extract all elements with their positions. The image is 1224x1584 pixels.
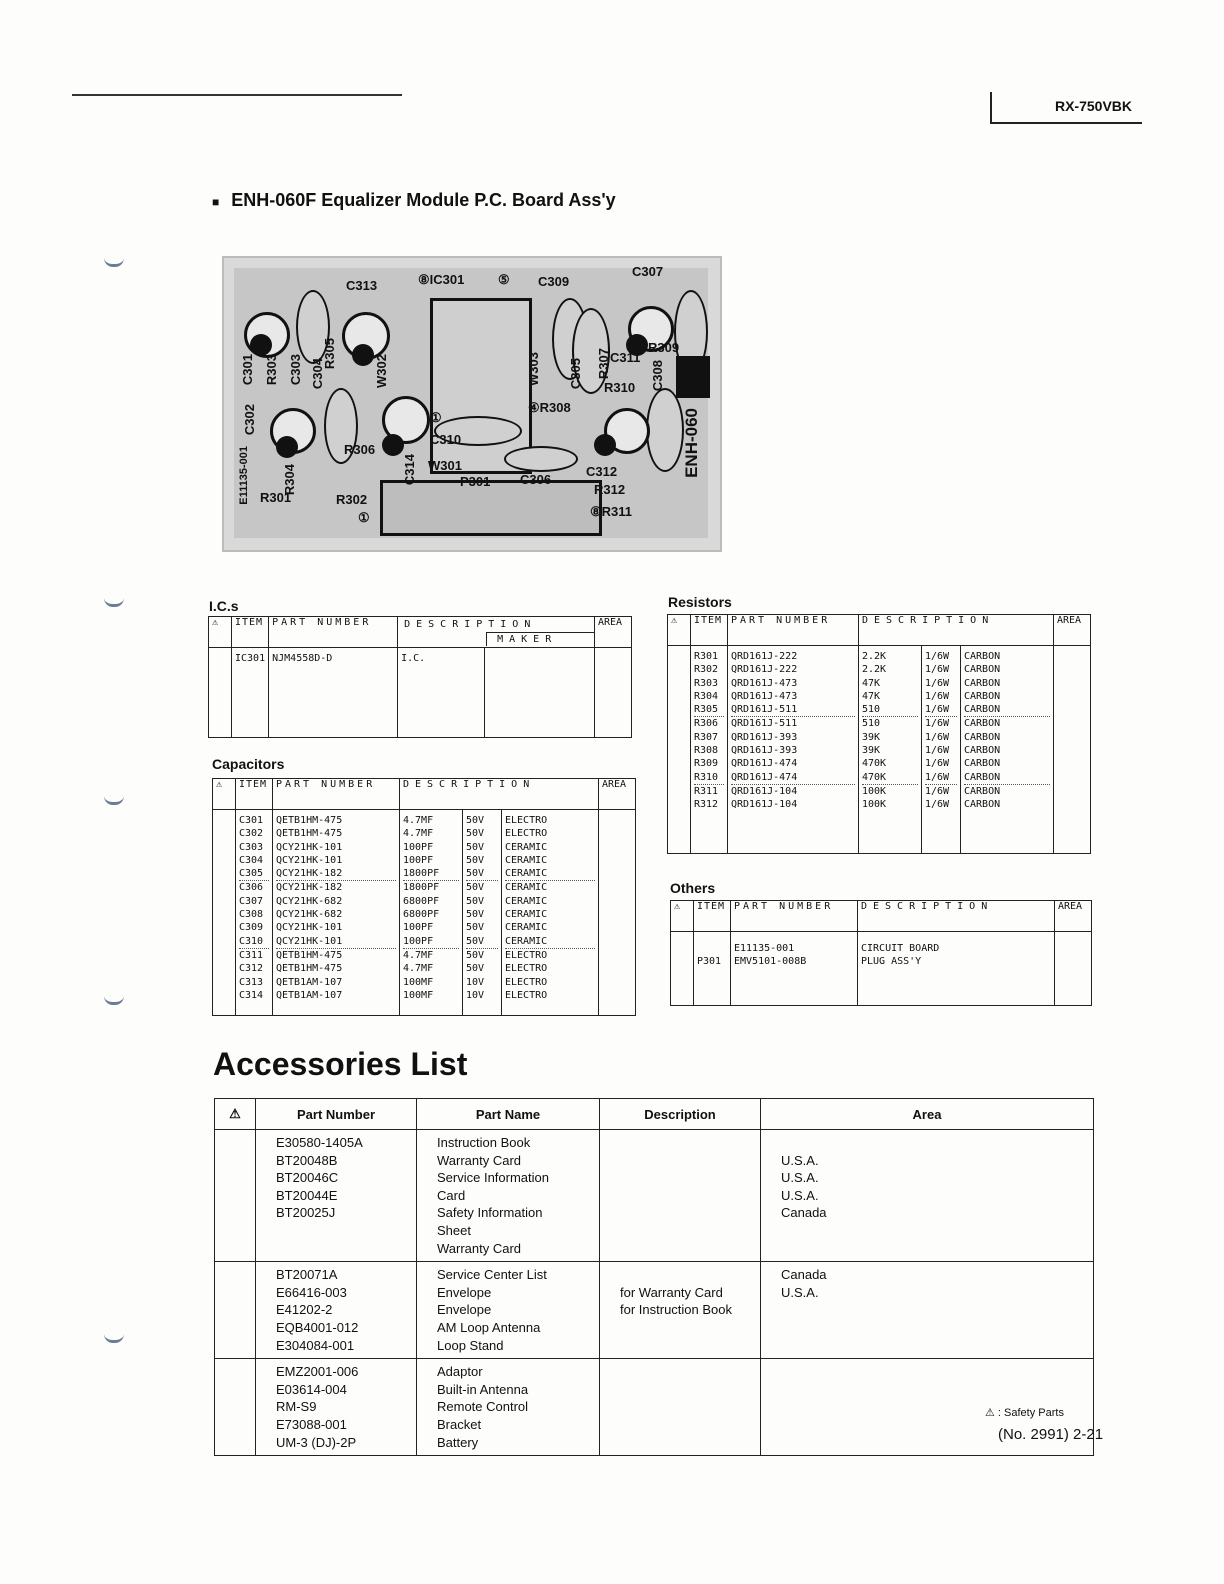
pcb-label: R309 [648,340,680,355]
cell-line: C314 [239,989,264,1001]
cell-line: QRD161J-474 [731,758,798,770]
cell-line: CARBON [964,718,1001,730]
cell-line: CARBON [964,651,1001,662]
cell-line: QRD161J-393 [731,745,798,757]
accessory-desc-cell [620,1266,740,1284]
cell-line: C309 [239,922,264,934]
cell-line: QRD161J-474 [731,771,855,785]
cell-line: 50V [466,935,498,949]
cell-line: ELECTRO [505,949,548,961]
accessory-parts-cell: E30580-1405A [276,1135,363,1150]
pcb-label: C306 [520,472,552,487]
accessory-parts-cell: BT20048B [276,1152,338,1168]
cell-line: 6800PF [403,895,440,907]
cell-line: 1/6W [925,745,950,757]
resistors-table: ⚠ ITEM PART NUMBER DESCRIPTION AREA R301 R302 R303 R304 R305 R306 R307 R308 R309 R310 R311 R312 QRD161J-222 QRD161J-222 QRD161J-473 QRD161J-473 QRD161J-511 QRD161J-511 QRD161J-393 QRD161J-393 QRD161J-474 QRD161J-474 QRD161J-104 QRD161J-104 2.2K 2.2K 47K 47K 510 510 39K 39K 470K 470K 100K 100K 1/6W 1/6W 1/6W 1/6W 1/6W 1/6W 1/6W 1/6W 1/6W 1/6W 1/6W 1/6W CARBON CARBON CARBON CARBON CARBON CARBON CARBON CARBON CARBON CARBON CARBON CARBON [667,614,1091,854]
cell-line: R304 [694,690,719,702]
cell-line: 50V [466,882,485,894]
accessory-desc-cell: for Instruction Book [620,1302,732,1318]
accessory-names-cell: Loop Stand [437,1337,504,1353]
cell-line: 510 [862,703,918,717]
accessory-parts-cell: BT20071A [276,1267,338,1283]
cell-line: QCY21HK-101 [276,854,343,866]
cell-line: CERAMIC [505,909,548,921]
cell-line: C305 [239,867,269,881]
cell-line: 100MF [403,989,434,1001]
cell-line: CARBON [964,677,1001,689]
cell-line: 50V [466,854,485,866]
accessory-area-cell [781,1337,1073,1355]
ics-heading: I.C.s [209,598,239,614]
cell-line: QCY21HK-682 [276,909,343,921]
accessory-names-cell: Remote Control [437,1399,529,1415]
accessory-desc-cell [620,1434,740,1452]
cell-line: CERAMIC [505,882,548,894]
accessory-desc-cell [620,1337,740,1355]
cell-line: 100K [862,799,887,811]
capacitors-heading: Capacitors [212,756,285,772]
cell-line: 10V [466,976,485,988]
cell-line: 470K [862,771,918,785]
accessory-parts-cell: BT20025J [276,1205,336,1221]
cell-line: C303 [239,841,264,853]
cell-line: CARBON [964,745,1001,757]
cell-line: QCY21HK-101 [276,922,343,934]
cell-line: 50V [466,895,485,907]
pcb-label: ⑤ [498,272,510,287]
pcb-label: ① [430,410,442,425]
pcb-label: W301 [428,458,462,473]
others-heading: Others [670,880,716,896]
cell-line: CERAMIC [505,854,548,866]
accessory-names-cell: Instruction Book [437,1135,531,1150]
cell-line: 4.7MF [403,949,434,961]
accessory-names-cell: Warranty Card [437,1152,522,1168]
table-row [213,810,636,1016]
cell-line: 2.2K [862,664,887,676]
pcb-label: P301 [460,474,491,489]
cell-line: R311 [694,785,719,797]
cell-line: 1800PF [403,867,459,881]
cell-line: 47K [862,690,881,702]
cell-line: 1/6W [925,664,950,676]
accessories-title: Accessories List [213,1046,468,1082]
cell-line: C304 [239,854,264,866]
accessory-desc-cell [620,1169,740,1187]
cell-line: R305 [694,703,724,717]
cell-line: QRD161J-222 [731,651,798,662]
cell-line: CERAMIC [505,867,595,881]
accessory-desc-cell [620,1363,740,1381]
cell-line: 50V [466,841,485,853]
accessory-parts-cell: BT20044E [276,1187,338,1203]
accessory-area-cell: U.S.A. [781,1187,819,1203]
accessory-area-cell [781,1381,1073,1399]
accessory-group-row [215,1262,1094,1359]
pcb-label: C307 [632,264,664,279]
ics-table [208,616,632,738]
accessory-area-cell [781,1319,1073,1337]
cell-line: 1/6W [925,677,950,689]
cell-line: CARBON [964,690,1001,702]
cell-line: QRD161J-473 [731,690,798,702]
accessory-names-cell: Safety Information Sheet [437,1205,543,1238]
pcb-label: C304 [310,358,325,390]
accessory-area-cell: U.S.A. [781,1152,819,1168]
accessory-names-cell: AM Loop Antenna [437,1319,541,1335]
cell-line: R309 [694,758,719,770]
pcb-label: R302 [336,492,368,507]
pcb-label: C313 [346,278,378,293]
cell-line: QRD161J-473 [731,677,798,689]
cell-line: 1/6W [925,651,950,662]
cell-line: R302 [694,664,719,676]
pcb-label: R301 [260,490,292,505]
pcb-label: R310 [604,380,636,395]
cell-line: C306 [239,882,264,894]
accessory-parts-cell: UM-3 (DJ)-2P [276,1434,357,1450]
cell-line: 1/6W [925,690,950,702]
cell-line: C308 [239,909,264,921]
col-safety: ⚠ [209,617,232,648]
accessory-parts-cell: E41202-2 [276,1302,333,1318]
pcb-label: C308 [650,360,665,392]
pcb-label: C312 [586,464,618,479]
pcb-label: C309 [538,274,570,289]
accessory-desc-cell [620,1398,740,1416]
cell-line: ELECTRO [505,828,548,840]
binder-hole [104,796,124,805]
cell-line: 100PF [403,922,434,934]
pcb-label: C302 [242,404,257,436]
cell-line: QRD161J-511 [731,703,855,717]
accessory-parts-cell: EQB4001-012 [276,1319,359,1335]
accessory-names-cell: Envelope [437,1284,492,1300]
pcb-label: ⑧IC301 [418,272,465,287]
pcb-label: R305 [322,338,337,370]
accessory-names-cell: Adaptor [437,1364,483,1380]
cell-line: 100MF [403,976,434,988]
top-rule [72,94,402,96]
cell-line: CERAMIC [505,841,548,853]
cell-line: 50V [466,963,485,975]
table-row: P301 E11135-001 EMV5101-008B CIRCUIT BOARD PLUG ASS'Y [671,932,1092,1006]
board-code-label: E11135-001 [238,446,250,505]
accessory-desc-cell [620,1134,740,1152]
cell-line: C302 [239,828,264,840]
accessory-names-cell: Built-in Antenna [437,1381,529,1397]
accessory-parts-cell: E304084-001 [276,1337,355,1353]
accessory-desc-cell [620,1381,740,1399]
cell-line: 47K [862,677,881,689]
col-part-number: PART NUMBER [269,617,398,648]
cell-line: 2.2K [862,651,887,662]
capacitors-table: ⚠ ITEM PART NUMBER DESCRIPTION AREA C301 C302 C303 C304 C305 C306 C307 C308 C309 C310 C311 C312 C313 C314 QETB1HM-475 QETB1HM-475 QCY21HK-101 QCY21HK-101 QCY21HK-182 QCY21HK-182 QCY21HK-682 QCY21HK-682 QCY21HK-101 QCY21HK-101 QETB1HM-475 QETB1HM-475 QETB1AM-107 QETB1AM-107 4.7MF 4.7MF 100PF 100PF 1800PF 1800PF 6800PF 6800PF 100PF 100PF 4.7MF 4.7MF 100MF 100MF 50V 50V 50V 50V 50V 50V 50V 50V 50V 50V 50V 50V 10V 10V ELECTRO ELECTRO CERAMIC CERAMIC CERAMIC CERAMIC CERAMIC CERAMIC CERAMIC CERAMIC ELECTRO ELECTRO ELECTRO ELECTRO [212,778,636,1016]
cell-line: 1800PF [403,882,440,894]
pcb-label: C305 [568,358,583,390]
cell-line: QETB1HM-475 [276,815,343,826]
cell-line: 50V [466,909,485,921]
cell-line: QETB1HM-475 [276,828,343,840]
accessory-area-cell: U.S.A. [781,1284,819,1300]
cell-line: QCY21HK-101 [276,935,396,949]
accessory-desc-cell [620,1152,740,1170]
table-row: IC301 NJM4558D-D I.C. [209,648,632,738]
cell-line: 50V [466,815,485,826]
cell-line: 1/6W [925,703,957,717]
cell-line: CERAMIC [505,935,595,949]
accessory-names-cell: Bracket [437,1416,482,1432]
cell-line: 6800PF [403,909,440,921]
pcb-label: ① [358,510,370,525]
cell-line: QETB1HM-475 [276,949,343,961]
ic301-outline [430,298,532,474]
binder-hole [104,598,124,607]
cell-line: R310 [694,771,724,785]
accessory-names-cell: Battery [437,1434,479,1450]
col-area: AREA [595,617,632,648]
cell-line: R308 [694,745,719,757]
p301-connector [380,480,602,536]
cell-line: 100PF [403,854,434,866]
accessory-parts-cell: E03614-004 [276,1381,347,1397]
binder-hole [104,258,124,267]
cell-line: CERAMIC [505,895,548,907]
resistors-heading: Resistors [668,594,732,610]
accessory-desc-cell: for Warranty Card [620,1284,723,1300]
cell-line: 1/6W [925,758,950,770]
cell-line: ELECTRO [505,976,548,988]
accessory-area-cell: Canada [781,1205,827,1221]
accessory-desc-cell [620,1204,740,1222]
cell-line: 50V [466,922,485,934]
cell-line: 100PF [403,935,459,949]
cell-line: QRD161J-393 [731,731,798,743]
cell-line: C307 [239,895,264,907]
cell-line: 1/6W [925,718,950,730]
cell-line: C311 [239,949,264,961]
cell-line: C312 [239,963,264,975]
cell-line: 50V [466,828,485,840]
cell-line: QCY21HK-101 [276,841,343,853]
binder-hole [104,996,124,1005]
pcb-label: C314 [402,454,417,486]
cell-line: 39K [862,731,881,743]
accessory-group-row [215,1359,1094,1456]
cell-line: 100PF [403,841,434,853]
binder-hole [104,1334,124,1343]
cell-line: ELECTRO [505,963,548,975]
pcb-label: W302 [374,354,389,388]
accessory-parts-cell: RM-S9 [276,1399,317,1415]
accessories-table: ⚠ Part Number Part Name Description Area E30580-1405A BT20048B BT20046C BT20044E BT20025J Instruction Book Warranty Card Service Information Card Safety Information Sheet Warranty Card U.S.A. U.S.A. U.S.A. Canada BT20071A E66416-003 E41202-2 EQB4001-012 E304084-001 Service Center List Envelope Envelope AM Loop Antenna Loop Stand for Warranty Card for Instruction Book Canada U.S.A. EMZ2001-006 E03614-004 RM-S9 E73088-001 UM-3 (DJ)-2P Adaptor Built-in Antenna Remote Control Bracket Battery [214,1098,1094,1456]
accessory-area-cell: U.S.A. [781,1170,819,1186]
cell-line: QETB1AM-107 [276,976,343,988]
accessory-area-cell: Canada [781,1267,827,1283]
cell-line: QRD161J-104 [731,799,798,811]
accessory-parts-cell: E73088-001 [276,1416,347,1432]
cell-line: QCY21HK-182 [276,882,343,894]
pcb-label: R303 [264,354,279,386]
pcb-label: ⑧R311 [590,504,633,519]
accessory-names-cell: Warranty Card [437,1240,522,1256]
cell-line: 4.7MF [403,963,434,975]
cell-line: 510 [862,718,881,730]
section-title: ■ ENH-060F Equalizer Module P.C. Board Ass'y [212,190,616,210]
cell-line: 1/6W [925,771,957,785]
model-number: RX-750VBK [990,92,1142,124]
cell-line: QCY21HK-682 [276,895,343,907]
cell-line: ELECTRO [505,815,548,826]
accessory-names-cell: Service Center List [437,1267,547,1283]
pcb-label: W303 [526,352,541,386]
cell-line: R312 [694,799,719,811]
cell-line: 1/6W [925,785,950,797]
cell-line: CERAMIC [505,922,548,934]
cell-line: ELECTRO [505,989,548,1001]
cell-line: QRD161J-104 [731,785,798,797]
cell-line: QETB1HM-475 [276,963,343,975]
accessory-names-cell: Service Information Card [437,1170,549,1203]
cell-line: C313 [239,976,264,988]
accessory-area-cell [781,1134,1073,1152]
pcb-diagram [222,256,722,552]
accessory-area-cell [781,1301,1073,1319]
cell-line: CARBON [964,799,1001,811]
cell-line: 50V [466,949,485,961]
cell-line: C301 [239,815,264,826]
table-row [668,646,1091,854]
cell-line: 4.7MF [403,828,434,840]
accessory-group-row [215,1130,1094,1262]
col-item: ITEM [232,617,269,648]
cell-line: R307 [694,731,719,743]
accessory-parts-cell: EMZ2001-006 [276,1364,359,1380]
accessory-desc-cell [620,1416,740,1434]
accessory-parts-cell: BT20046C [276,1170,339,1186]
cell-line: R303 [694,677,719,689]
cell-line: 10V [466,989,485,1001]
pcb-label: C301 [240,354,255,386]
cell-line: R306 [694,718,719,730]
accessory-parts-cell: E66416-003 [276,1284,347,1300]
cell-line: CARBON [964,731,1001,743]
cell-line: C310 [239,935,269,949]
pcb-label: R312 [594,482,626,497]
cell-line: 470K [862,758,887,770]
cell-line: QRD161J-222 [731,664,798,676]
others-table: ⚠ ITEM PART NUMBER DESCRIPTION AREA P301 E11135-001 EMV5101-008B CIRCUIT BOARD PLUG ASS'Y [670,900,1092,1006]
cell-line: 100K [862,785,887,797]
accessory-desc-cell [620,1319,740,1337]
cell-line: QETB1AM-107 [276,989,343,1001]
pcb-label: ④R308 [528,400,571,415]
cell-line: CARBON [964,703,1050,717]
cell-line: CARBON [964,758,1001,770]
pcb-label: C311 [610,350,641,365]
accessory-desc-cell [620,1187,740,1205]
cell-line: CARBON [964,785,1001,797]
page-number: (No. 2991) 2-21 [998,1426,1104,1443]
cell-line: CARBON [964,771,1050,785]
cell-line: CARBON [964,664,1001,676]
cell-line: 50V [466,867,498,881]
pcb-label: R304 [282,464,297,496]
cell-line: QRD161J-511 [731,718,798,730]
cell-line: 4.7MF [403,815,434,826]
safety-note: ⚠ : Safety Parts [985,1407,1064,1419]
cell-line: 39K [862,745,881,757]
board-id-label: ENH-060 [682,408,701,478]
accessory-names-cell: Envelope [437,1302,492,1318]
cell-line: R301 [694,651,719,662]
pcb-label: R306 [344,442,376,457]
cell-line: QCY21HK-182 [276,867,396,881]
col-description: DESCRIPTION MAKER [398,617,595,648]
pcb-label: C303 [288,354,303,386]
pcb-label: C310 [430,432,462,447]
cell-line: 1/6W [925,731,950,743]
cell-line: 1/6W [925,799,950,811]
accessory-area-cell [781,1363,1073,1381]
pcb-label: R307 [596,348,611,380]
